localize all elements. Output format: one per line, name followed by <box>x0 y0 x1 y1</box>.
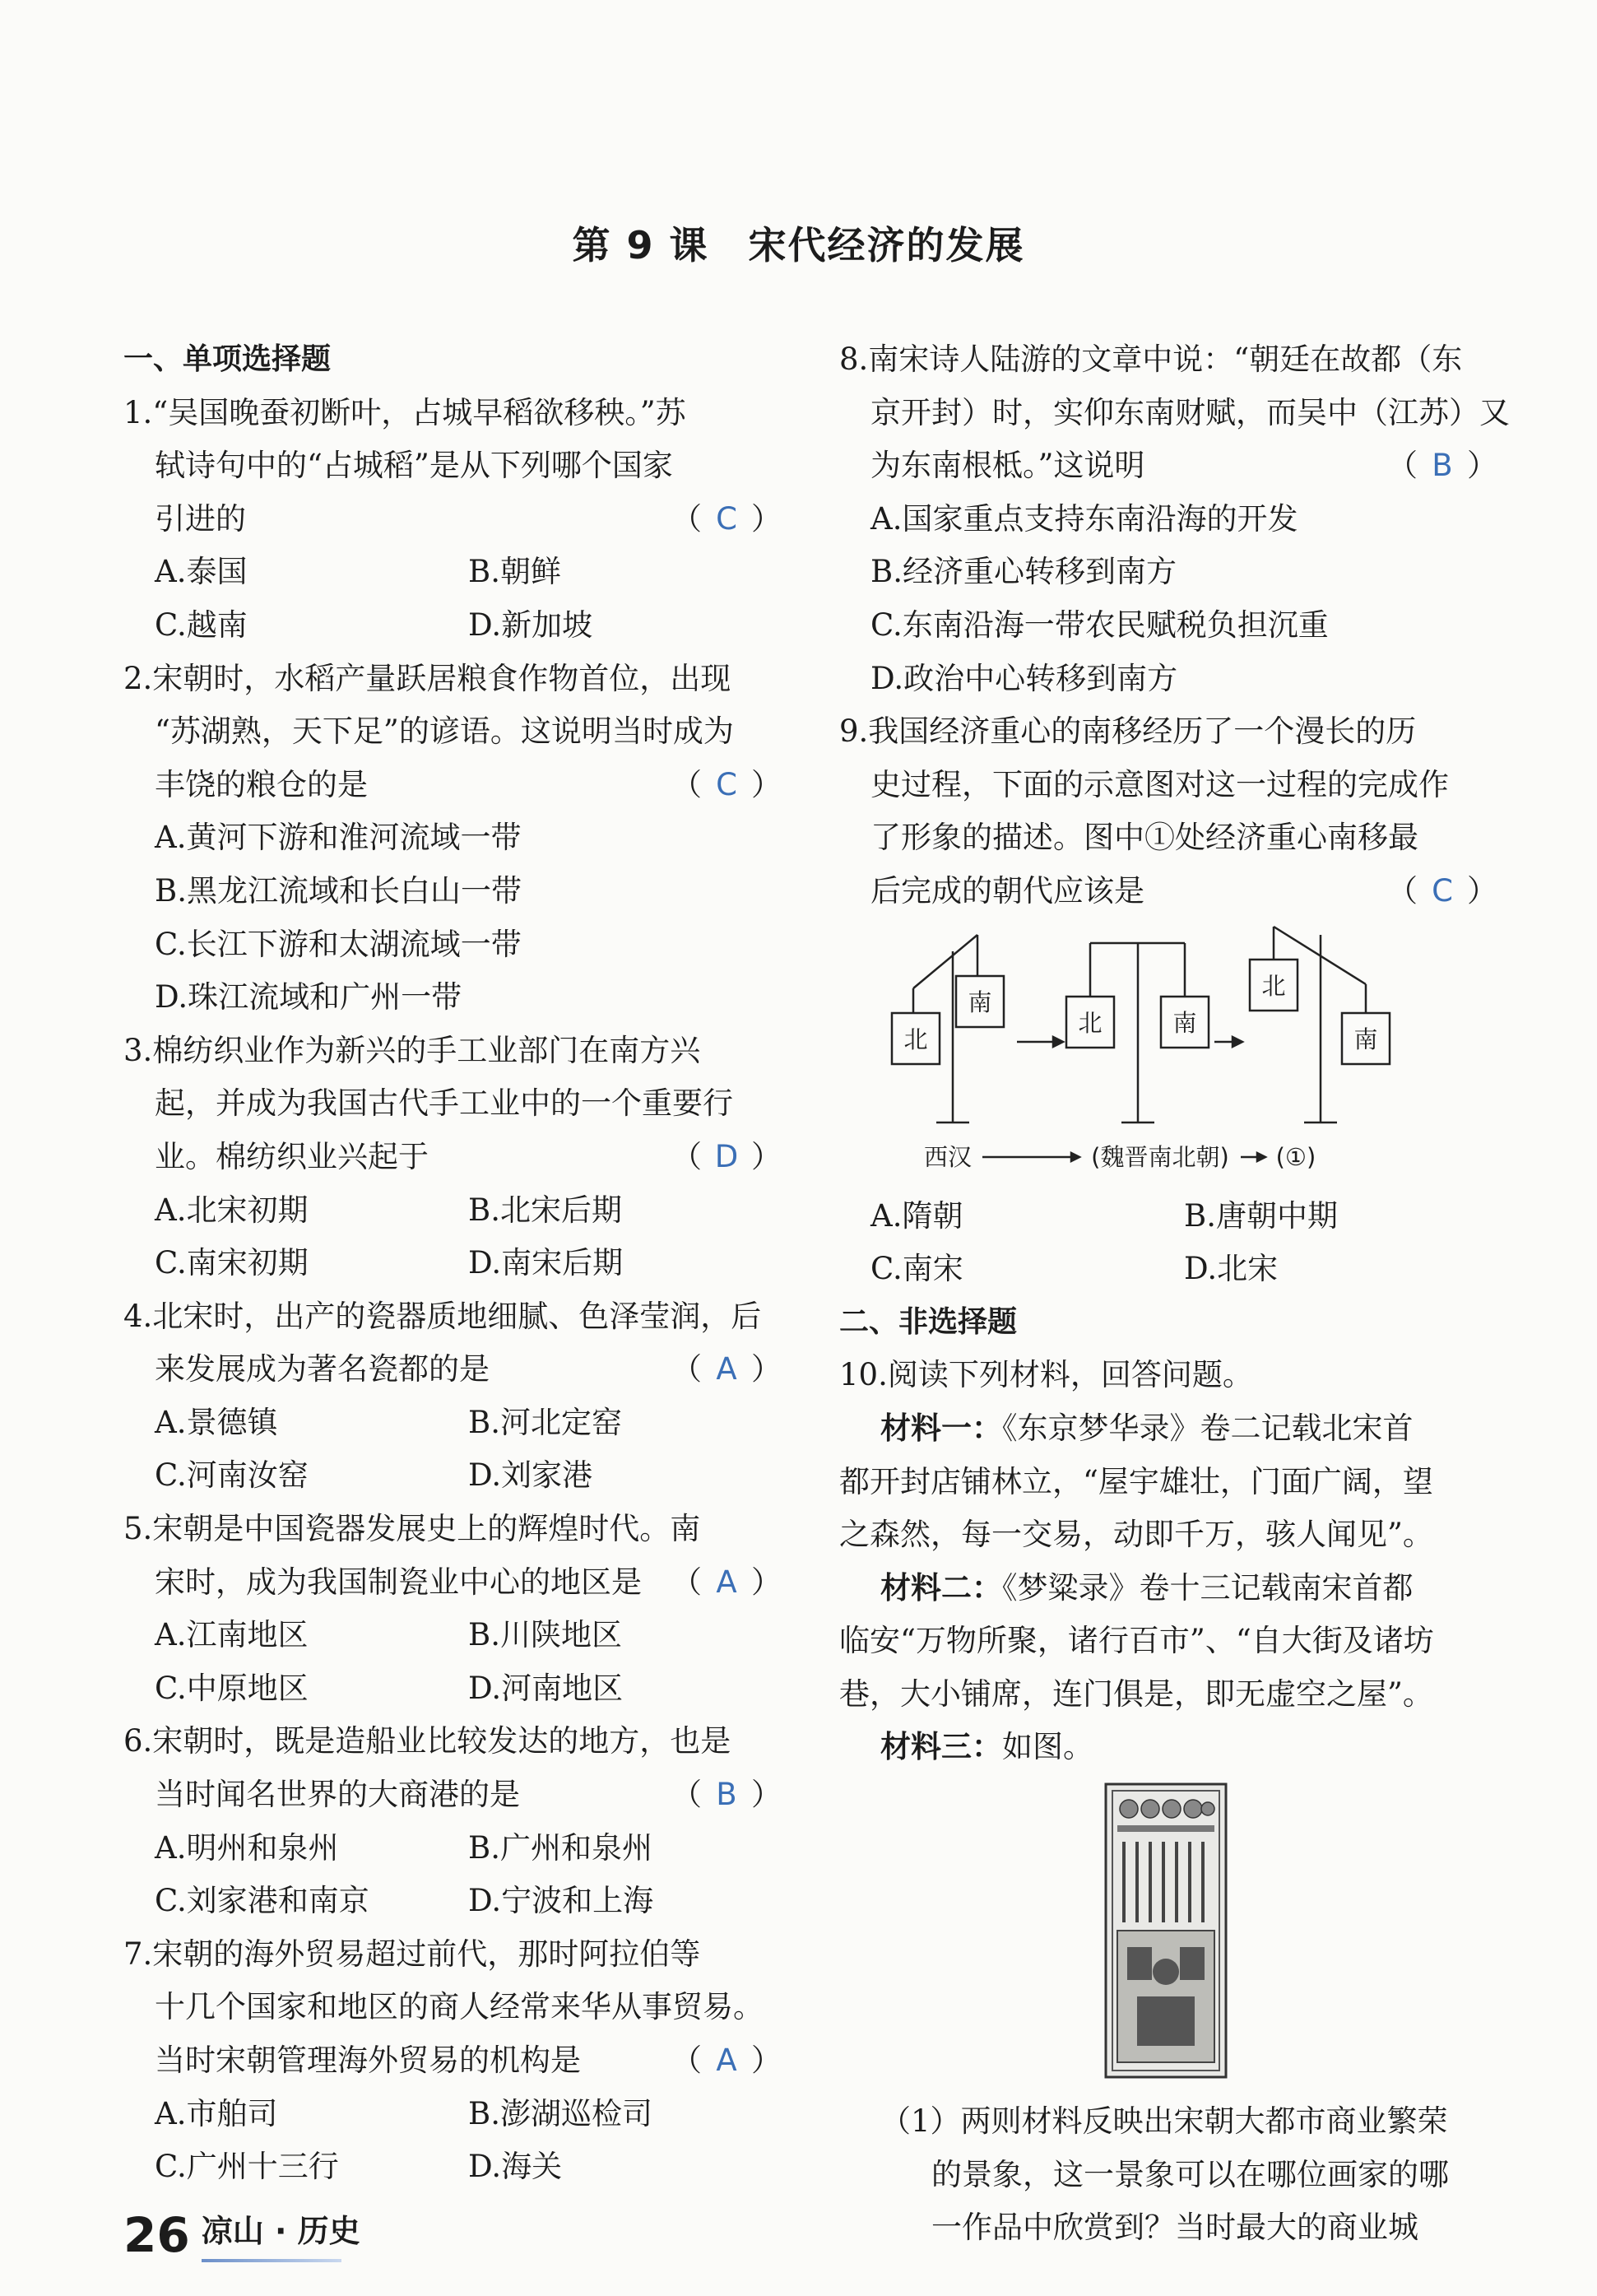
question-text: 宋时，成为我国制瓷业中心的地区是 <box>155 1564 642 1600</box>
answer-value: B <box>716 1777 737 1813</box>
question-text: 10.阅读下列材料，回答问题。 <box>839 1357 1253 1393</box>
question-text: 丰饶的粮仓的是 <box>155 766 368 802</box>
sub-question-1: 的景象，这一景象可以在哪位画家的哪 <box>931 2156 1449 2192</box>
question-text: 引进的 <box>155 500 246 537</box>
question-4 <box>123 1290 782 1503</box>
question-text: 8.南宋诗人陆游的文章中说：“朝廷在故都（东 <box>839 342 1463 377</box>
option-d: D.政治中心转移到南方 <box>870 660 1178 696</box>
question-text: 业。棉纺织业兴起于 <box>155 1138 429 1174</box>
option-c: C.南宋初期 <box>155 1245 309 1281</box>
option-b: B.朝鲜 <box>468 554 561 590</box>
label-circle-one: (①) <box>1275 1142 1316 1171</box>
material-text: 临安“万物所聚，诸行百市”、“自大街及诸坊 <box>839 1623 1434 1659</box>
option-c: C.越南 <box>155 607 248 643</box>
option-b: B.唐朝中期 <box>1184 1197 1338 1234</box>
option-a: A.泰国 <box>155 554 248 590</box>
question-text: 1.“吴国晚蚕初断叶，占城早稻欲移秧。”苏 <box>123 394 686 430</box>
question-2 <box>123 653 782 1025</box>
question-7 <box>123 1928 782 2194</box>
question-5 <box>123 1503 782 1715</box>
label-south: 南 <box>1353 1025 1378 1053</box>
answer-value: A <box>716 1351 737 1387</box>
material-text: 《东京梦华录》卷二记载北宋首 <box>1002 1410 1414 1446</box>
option-b: B.经济重心转移到南方 <box>870 554 1177 590</box>
question-text: 2.宋朝时，水稻产量跃居粮食作物首位，出现 <box>123 660 731 696</box>
answer-value: C <box>1432 872 1453 909</box>
sub-question-1: 一作品中欣赏到？当时最大的商业城 <box>931 2210 1418 2246</box>
option-a: A.北宋初期 <box>155 1192 309 1228</box>
option-d: D.北宋 <box>1184 1251 1279 1287</box>
label-south: 南 <box>1172 1008 1197 1037</box>
option-b: B.澎湖巡检司 <box>468 2095 652 2131</box>
option-d: D.新加坡 <box>468 607 593 643</box>
question-text: 史过程，下面的示意图对这一过程的完成作 <box>870 766 1449 802</box>
question-text: 来发展成为著名瓷都的是 <box>155 1351 490 1387</box>
question-6 <box>123 1715 782 1927</box>
question-text: 了形象的描述。图中①处经济重心南移最 <box>870 820 1418 856</box>
option-a: A.市舶司 <box>155 2095 278 2131</box>
answer-slot[interactable]: （ A ） <box>671 2034 782 2088</box>
option-d: D.河南地区 <box>468 1670 624 1706</box>
option-c: C.东南沿海一带农民赋税负担沉重 <box>870 607 1329 643</box>
question-9 <box>839 705 1497 1296</box>
question-text: 起，并成为我国古代手工业中的一个重要行 <box>155 1085 733 1122</box>
section-heading-non-choice: 二、非选择题 <box>839 1304 1018 1339</box>
question-text: “苏湖熟，天下足”的谚语。这说明当时成为 <box>155 713 734 750</box>
answer-slot[interactable]: （ A ） <box>671 1556 782 1610</box>
lesson-number: 第 9 课 <box>572 223 709 267</box>
answer-value: A <box>716 2043 737 2078</box>
answer-value: C <box>716 500 737 537</box>
option-b: B.黑龙江流域和长白山一带 <box>155 872 522 909</box>
answer-slot[interactable]: （ A ） <box>671 1343 782 1397</box>
question-text: 3.棉纺织业作为新兴的手工业部门在南方兴 <box>123 1032 701 1068</box>
option-c: C.河南汝窑 <box>155 1457 309 1494</box>
material-text: 之森然，每一交易，动即千万，骇人闻见”。 <box>839 1517 1433 1553</box>
material-text: 都开封店铺林立，“屋宇雄壮，门面广阔，望 <box>839 1463 1433 1499</box>
section-heading-single-choice: 一、单项选择题 <box>123 342 332 376</box>
answer-value: C <box>716 766 737 802</box>
option-d: D.南宋后期 <box>468 1245 624 1281</box>
option-a: A.隋朝 <box>870 1197 963 1234</box>
material-text: 如图。 <box>1002 1729 1093 1765</box>
answer-value: A <box>716 1564 737 1600</box>
answer-slot[interactable]: （ C ） <box>1387 865 1497 918</box>
label-western-han: 西汉 <box>923 1142 973 1171</box>
option-c: C.长江下游和太湖流域一带 <box>155 926 522 962</box>
question-text: 5.宋朝是中国瓷器发展史上的辉煌时代。南 <box>123 1511 701 1547</box>
option-b: B.川陕地区 <box>468 1617 622 1653</box>
answer-value: D <box>714 1138 739 1174</box>
right-column <box>839 333 1510 2255</box>
question-text: 9.我国经济重心的南移经历了一个漫长的历 <box>839 713 1417 750</box>
option-c: C.南宋 <box>870 1251 963 1287</box>
option-a: A.景德镇 <box>155 1404 278 1440</box>
question-text: 后完成的朝代应该是 <box>870 872 1144 909</box>
jiaozi-banknote-image <box>839 1774 1497 2095</box>
option-b: B.河北定窑 <box>468 1404 622 1440</box>
lesson-name: 宋代经济的发展 <box>748 223 1025 267</box>
option-c: C.刘家港和南京 <box>155 1883 369 1919</box>
answer-slot[interactable]: （ D ） <box>671 1131 782 1184</box>
answer-slot[interactable]: （ C ） <box>671 493 782 546</box>
label-north: 北 <box>1261 971 1286 1000</box>
balance-scales-figure <box>889 918 1399 1182</box>
economic-center-diagram <box>839 918 1497 1190</box>
material-label: 材料一： <box>880 1410 1002 1446</box>
option-a: A.江南地区 <box>155 1617 309 1653</box>
option-d: D.刘家港 <box>468 1457 593 1494</box>
question-1 <box>123 387 782 653</box>
option-c: C.广州十三行 <box>155 2149 339 2185</box>
answer-value: B <box>1432 448 1453 484</box>
label-north: 北 <box>1078 1008 1103 1037</box>
left-column <box>123 333 782 2194</box>
label-south: 南 <box>968 988 992 1016</box>
answer-slot[interactable]: （ C ） <box>671 759 782 812</box>
question-text: 当时闻名世界的大商港的是 <box>155 1777 520 1813</box>
option-c: C.中原地区 <box>155 1670 309 1706</box>
page-footer <box>123 2205 360 2263</box>
question-text: 轼诗句中的“占城稻”是从下列哪个国家 <box>155 448 673 484</box>
material-text: 巷，大小铺席，连门俱是，即无虚空之屋”。 <box>839 1676 1433 1712</box>
material-label: 材料三： <box>880 1729 1002 1765</box>
option-b: B.北宋后期 <box>468 1192 622 1228</box>
question-text: 为东南根柢。”这说明 <box>870 448 1145 484</box>
material-label: 材料二： <box>880 1569 1002 1606</box>
book-title: 凉山 · 历史 <box>202 2205 360 2259</box>
question-10 <box>839 1349 1497 2255</box>
option-a: A.明州和泉州 <box>155 1829 339 1866</box>
question-text: 十几个国家和地区的商人经常来华从事贸易。 <box>155 1989 764 2025</box>
option-a: A.黄河下游和淮河流域一带 <box>155 820 522 856</box>
question-text: 7.宋朝的海外贸易超过前代，那时阿拉伯等 <box>123 1936 701 1972</box>
sub-question-1: （1）两则材料反映出宋朝大都市商业繁荣 <box>880 2103 1448 2140</box>
label-wei-jin: (魏晋南北朝) <box>1091 1142 1229 1171</box>
scale-1-beam <box>913 935 977 988</box>
question-text: 6.宋朝时，既是造船业比较发达的地方，也是 <box>123 1723 731 1759</box>
option-d: D.宁波和上海 <box>468 1883 654 1919</box>
label-north: 北 <box>903 1025 928 1053</box>
question-text: 当时宋朝管理海外贸易的机构是 <box>155 2043 581 2078</box>
option-d: D.海关 <box>468 2149 563 2185</box>
answer-slot[interactable]: （ B ） <box>1387 439 1497 493</box>
option-d: D.珠江流域和广州一带 <box>155 979 462 1016</box>
lesson-title <box>0 216 1597 270</box>
option-b: B.广州和泉州 <box>468 1829 652 1866</box>
question-text: 京开封）时，实仰东南财赋，而吴中（江苏）又 <box>870 394 1510 430</box>
page-number: 26 <box>123 2207 190 2263</box>
question-text: 4.北宋时，出产的瓷器质地细腻、色泽莹润，后 <box>123 1298 762 1334</box>
question-8 <box>839 333 1510 705</box>
material-text: 《梦粱录》卷十三记载南宋首都 <box>1002 1569 1414 1606</box>
question-3 <box>123 1025 782 1290</box>
banknote-illustration <box>1104 1782 1228 2079</box>
answer-slot[interactable]: （ B ） <box>671 1768 782 1822</box>
option-a: A.国家重点支持东南沿海的开发 <box>870 500 1298 537</box>
